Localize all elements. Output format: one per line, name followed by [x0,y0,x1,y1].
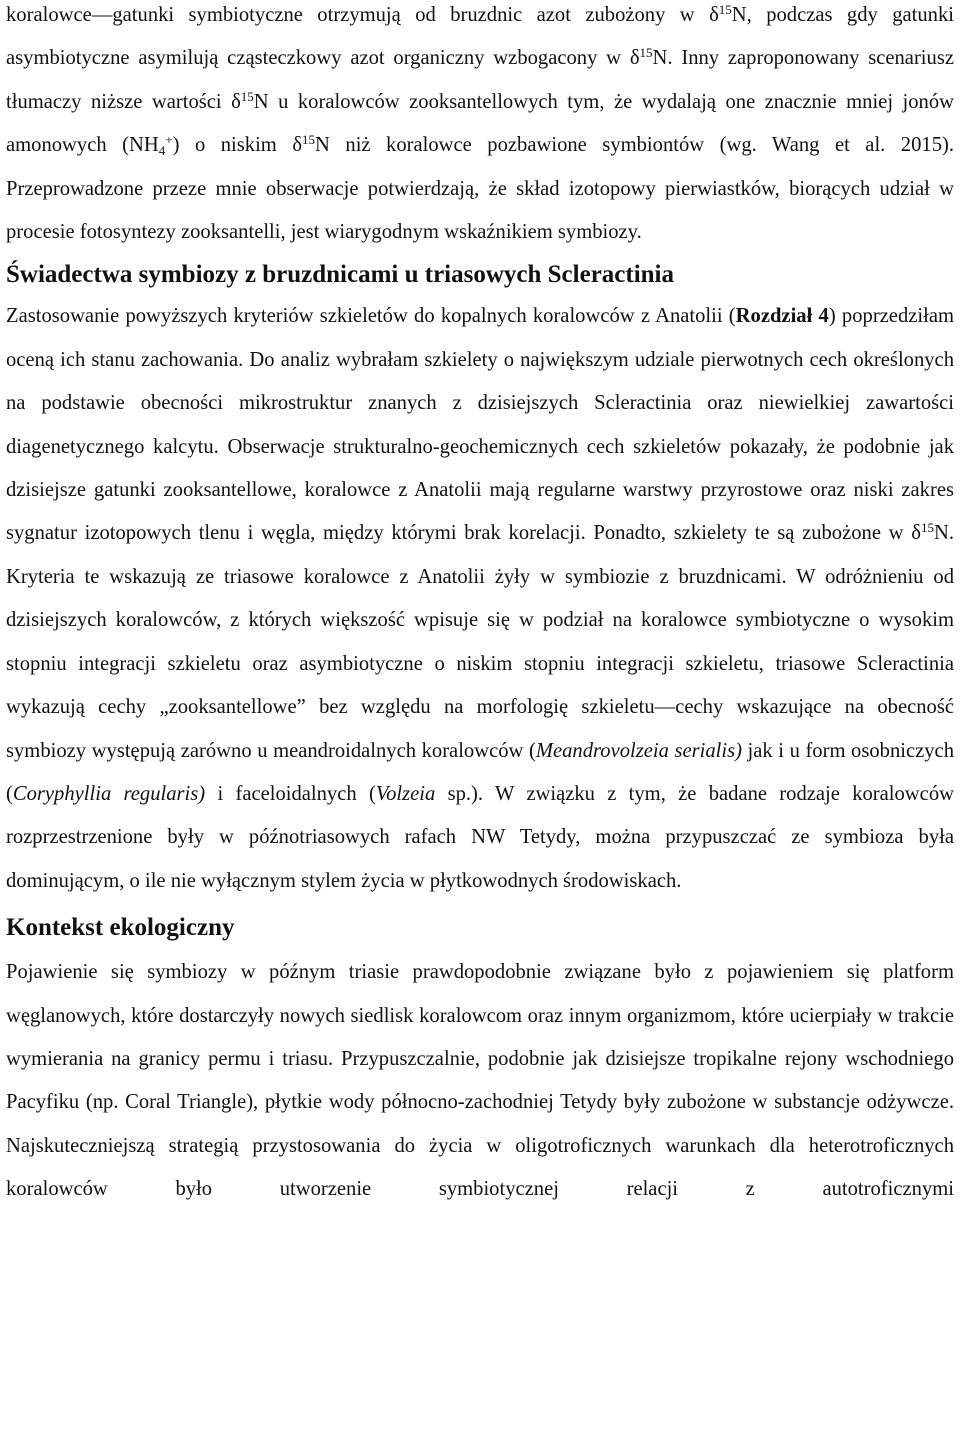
section-heading-ecological-context: Kontekst ekologiczny [6,914,235,942]
text-run: N. Kryteria te wskazują ze triasowe koralowce z Anatolii żyły w symbiozie z bruzdnicami. W odróżnieniu od dzisiejszych koralowców, z których większość wpisuje się w podział na koralowce symbiotyczne o wysokim stopniu integracji szkieletu oraz asymbiotyczne o niskim stopniu integracji szkieletu, triasowe Scleractinia wykazują cechy „zooksantellowe” bez względu na morfologię szkieletu—cechy wskazujące na obecność symbiozy występują zarówno u meandroidalnych koralowców ( [6,522,954,762]
superscript: + [165,132,173,148]
text-run: koralowce—gatunki symbiotyczne otrzymują od bruzdnic azot zubożony w δ [6,4,719,26]
text-run: Pojawienie się symbiozy w późnym triasie prawdopodobnie związane było z pojawieniem się platform węglanowych, które dostarczyły nowych siedlisk koralowcom oraz innym organizmom, które ucierpiały w trakcie wymierania na granicy permu i triasu. Przypuszczalnie, podobnie jak dzisiejsze tropikalne rejony wschodniego Pacyfiku (np. Coral Triangle), płytkie wody północno-zachodniej Tetydy były zubożone w substancje odżywcze. Najskuteczniejszą strategią przystosowania do życia w oligotroficznych warunkach dla heterotroficznych koralowców było utworzenie symbiotycznej relacji z autotroficznymi [6,961,954,1201]
superscript: 15 [920,520,934,536]
text-run: N u koralowców zooksantellowych tym, że wydalają one znacznie mniej jonów amonowych (NH [6,90,954,157]
superscript: 15 [240,88,254,104]
text-run: N, podczas gdy gatunki asymbiotyczne asymilują cząsteczkowy azot organiczny wzbogacony w δ [6,4,954,70]
subscript: 4 [158,143,166,159]
species-name: Meandrovolzeia serialis) [535,739,742,762]
chapter-reference: Rozdział 4 [735,305,829,328]
text-run: N niż koralowce pozbawione symbiontów (wg. Wang et al. 2015). Przeprowadzone przeze mnie obserwacje potwierdzają, że skład izotopowy pierwiastków, biorących udział w procesie fotosyntezy zooksantelli, jest wiarygodnym wskaźnikiem symbiozy. [6,134,955,244]
genus-name: Volzeia [375,782,436,805]
text-run: jak i u form osobniczych ( [6,739,954,805]
text-run: ) o niskim δ [172,134,303,157]
text-run: ) poprzedziłam oceną ich stanu zachowania. Do analiz wybrałam szkielety o największym udziale pierwotnych cech określonych na podstawie obecności mikrostruktur znanych z dzisiejszych Scleractinia oraz niewielkiej zawartości diagenetycznego kalcytu. Obserwacje strukturalno-geochemicznych cech szkieletów pokazały, że podobnie jak dzisiejsze gatunki zooksantellowe, koralowce z Anatolii mają regularne warstwy przyrostowe oraz niski zakres sygnatur izotopowych tlenu i węgla, między którymi brak korelacji. Ponadto, szkielety te są zubożone w δ [6,305,954,545]
text-run: N. Inny zaproponowany scenariusz tłumaczy niższe wartości δ [6,47,954,113]
document-page [6,0,954,1212]
species-name: Coryphyllia regularis) [12,782,206,805]
superscript: 15 [639,45,653,61]
text-run: sp.). W związku z tym, że badane rodzaje koralowców rozprzestrzenione były w późnotriasowych rafach NW Tetydy, można przypuszczać ze symbioza była dominującym, o ile nie wyłącznym stylem życia w płytkowodnych środowiskach. [6,782,954,892]
text-run: i faceloidalnych ( [205,782,376,805]
paragraph-triassic-evidence [6,295,954,903]
text-run: Zastosowanie powyższych kryteriów szkieletów do kopalnych koralowców z Anatolii ( [6,305,736,328]
paragraph-nitrogen-isotopes [6,0,954,254]
paragraph-ecological-context [6,951,954,1211]
section-heading-symbiosis-evidence: Świadectwa symbiozy z bruzdnicami u triasowych Scleractinia [6,261,675,289]
superscript: 15 [302,132,316,148]
superscript: 15 [718,1,732,17]
